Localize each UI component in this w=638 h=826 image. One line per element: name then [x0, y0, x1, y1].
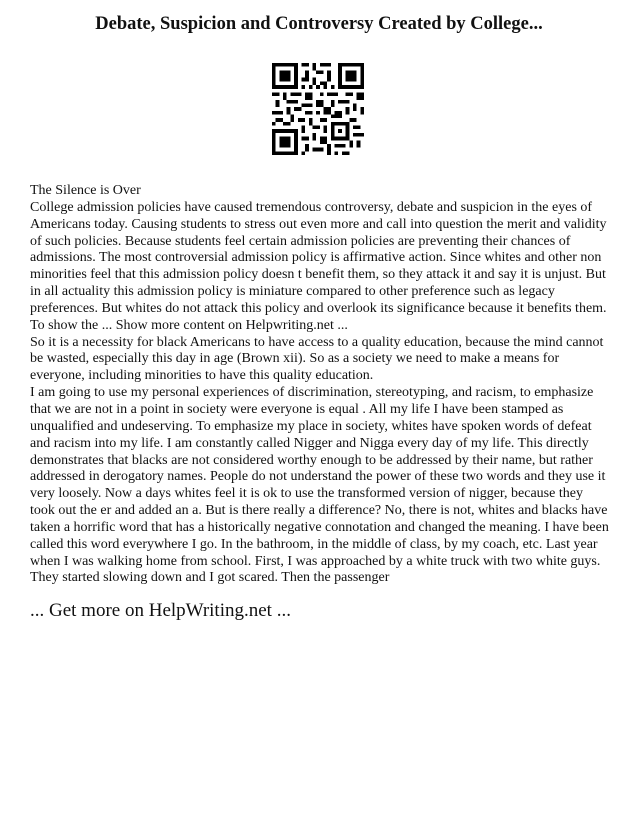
qr-code-icon — [272, 63, 364, 155]
article-paragraph: I am going to use my personal experiences of discrimination, stereotyping, and racism, to emphasize that we are not in a point in society were everyone is equal . All my life I have been stamped as unqualified and undeserving. To emphasize my place in society, whites have spoken words of defeat and racism into my life. I am constantly called Nigger and Nigga every day of my life. This directly demonstrates that blacks are not considered worthy enough to be addressed by their name, but rather addressed in derogatory names. People do not understand the power of these two words and they use it very loosely. Now a days whites feel it is ok to use the transformed version of nigger, because they took out the er and added an a. But is there really a difference? No, there is not, whites and blacks have taken a horrific word that has a historically negative connotation and changed the meaning. I have been called this word everywhere I go. In the bathroom, in the middle of class, by my coach, etc. Last year when I was walking home from school. First, I was approached by a white truck with two white guys. They started slowing down and I got scared. Then the passenger — [30, 385, 609, 586]
article-paragraph: College admission policies have caused tremendous controversy, debate and suspicion in the eyes of Americans today. Causing students to stress out even more and call into question the merit and validity of such policies. Because students feel certain admission policies are preventing their chances of admissions. The most controversial admission policy is affirmative action. Since whites and other non minorities feel that this admission policy doesn t benefit them, so they attack it and say it is unjust. But in all actuality this admission policy is miniature compared to other preference such as legacy preferences. But whites do not attack this policy and overlook its significance because it benefits them. To show the ... Show more content on Helpwriting.net ... — [30, 199, 607, 333]
article-body — [30, 183, 610, 587]
document-title: Debate, Suspicion and Controversy Created by College... — [95, 14, 543, 34]
get-more-link[interactable]: ... Get more on HelpWriting.net ... — [30, 600, 291, 621]
article-paragraph: So it is a necessity for black Americans to have access to a quality education, because the mind cannot be wasted, especially this day in age (Brown xii). So as a society we need to make a means for everyone, including minorities to have this quality education. — [30, 334, 604, 384]
article-heading: The Silence is Over — [30, 183, 141, 198]
